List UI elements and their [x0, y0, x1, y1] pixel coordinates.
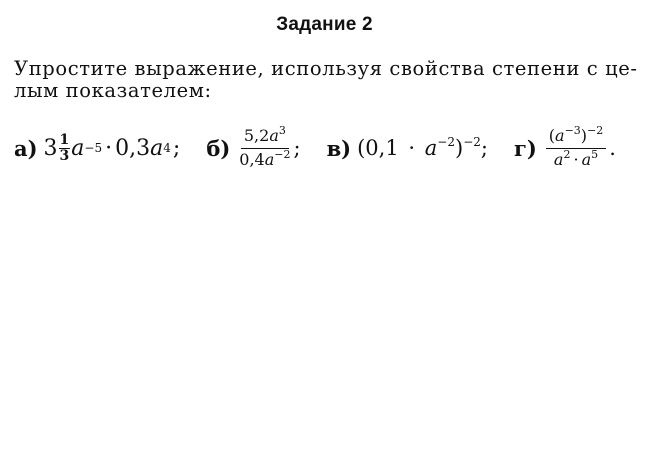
- item-g-numerator: [546, 126, 606, 149]
- item-g-denominator: [554, 149, 598, 170]
- item-g-num-close: ): [580, 126, 588, 145]
- task-title: Задание 2: [276, 14, 373, 35]
- item-a-whole: 3: [43, 135, 58, 161]
- item-g-fraction: [546, 126, 606, 170]
- item-g-den-exp-2: 5: [591, 148, 599, 161]
- item-a-coef: 0,3: [115, 135, 151, 161]
- item-b-numerator: [241, 126, 289, 149]
- item-a-end: ;: [172, 135, 181, 161]
- item-a-expression: 3 $\frac{1}{3}$ a −5 · 0,3 a 4 ;: [43, 131, 181, 164]
- expressions-row: [14, 118, 616, 178]
- item-v-open: (0,1: [357, 136, 399, 160]
- item-g-num-var: a: [555, 126, 565, 145]
- item-a-var-2: a: [150, 135, 164, 161]
- item-v-label: в): [326, 135, 352, 161]
- item-g-label: г): [513, 135, 537, 161]
- item-b-den-exp: −2: [274, 148, 291, 161]
- item-v-expression: [357, 136, 488, 160]
- item-v-outer-exp: −2: [463, 135, 481, 149]
- instruction-line-2: лым показателем:: [14, 79, 212, 102]
- item-v-mult: ·: [408, 136, 416, 160]
- item-a-mult: ·: [105, 135, 113, 161]
- item-v-close: ): [454, 136, 464, 160]
- instruction-text: [14, 58, 636, 102]
- item-b-num-var: a: [269, 126, 279, 145]
- item-b-den-coef: 0,4: [239, 150, 265, 169]
- item-g-end: .: [609, 136, 616, 160]
- item-b-end: ;: [293, 136, 301, 160]
- item-a-fraction: [59, 133, 71, 164]
- item-g-den-var-2: a: [581, 150, 592, 169]
- item-v-end: ;: [480, 136, 488, 160]
- item-a-label: а): [14, 135, 38, 161]
- item-g-den-mult: ·: [573, 150, 579, 169]
- item-b-num-exp: 3: [278, 124, 286, 137]
- item-b-denominator: [239, 149, 290, 170]
- item-b-label: б): [206, 135, 231, 161]
- instruction-line-1: Упростите выражение, используя свойства степени с це-: [14, 57, 638, 80]
- item-v-var: a: [424, 136, 438, 160]
- item-g-num-open: (: [548, 126, 556, 145]
- item-b-num-coef: 5,2: [243, 126, 270, 145]
- item-a-frac-numerator: 1: [59, 131, 70, 148]
- item-g-den-var-1: a: [553, 150, 564, 169]
- item-g-num-inner-exp: −3: [564, 124, 581, 137]
- item-v-inner-exp: −2: [437, 135, 455, 149]
- item-b-den-var: a: [264, 150, 275, 169]
- item-g-num-outer-exp: −2: [587, 124, 604, 137]
- item-b-fraction: [239, 126, 290, 170]
- item-g-den-exp-1: 2: [563, 148, 571, 161]
- item-a-var-1: a: [71, 135, 85, 161]
- item-a-frac-denominator: 3: [59, 147, 70, 164]
